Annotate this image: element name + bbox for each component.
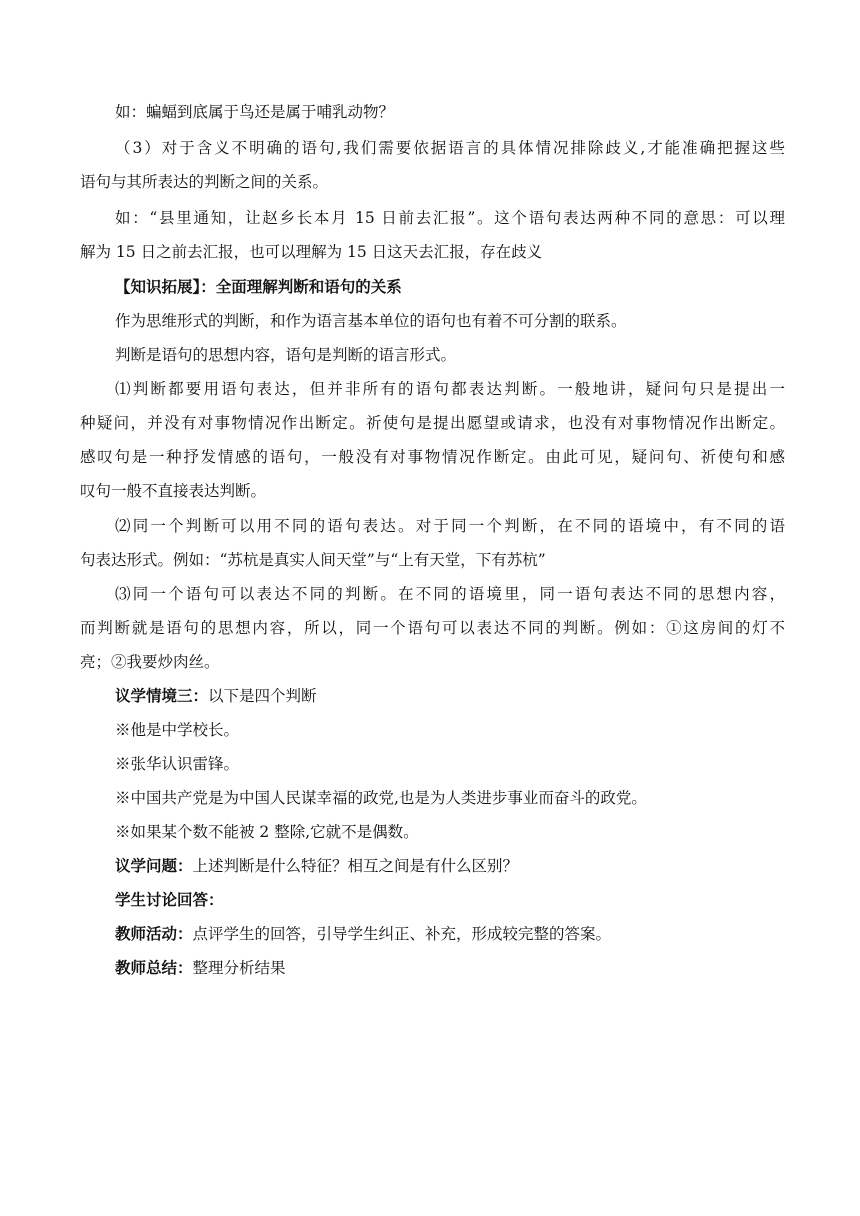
judgment-item: ※中国共产党是为中国人民谋幸福的政党,也是为人类进步事业而奋斗的政党。	[115, 789, 647, 807]
question-text: 上述判断是什么特征？相互之间是有什么区别？	[192, 857, 519, 875]
point3b-line3: 亮；②我要炒肉丝。	[80, 653, 220, 671]
point2-line1: ⑵同一个判断可以用不同的语句表达。对于同一个判断，在不同的语境中，有不同的语	[115, 517, 785, 535]
scene3-text: 以下是四个判断	[208, 687, 317, 705]
teacher-activity-text: 点评学生的回答，引导学生纠正、补充，形成较完整的答案。	[192, 925, 612, 943]
teacher-activity-line	[115, 924, 785, 944]
point1-line3: 感叹句是一种抒发情感的语句，一般没有对事物情况作断定。由此可见，疑问句、祈使句和感	[80, 448, 785, 466]
teacher-summary-line	[115, 958, 785, 978]
judgment-item: ※张华认识雷锋。	[115, 755, 240, 773]
intro-line2: 判断是语句的思想内容，语句是判断的语言形式。	[115, 346, 457, 364]
teacher-activity-label: 教师活动：	[115, 925, 193, 943]
intro-line1: 作为思维形式的判断，和作为语言基本单位的语句也有着不可分割的联系。	[115, 312, 627, 330]
judgment-item: ※他是中学校长。	[115, 721, 240, 739]
point1-line1: ⑴判断都要用语句表达，但并非所有的语句都表达判断。一般地讲，疑问句只是提出一	[115, 380, 785, 398]
point2-line2: 句表达形式。例如：“苏杭是真实人间天堂”与“上有天堂，下有苏杭”	[80, 551, 546, 569]
example-line2: 解为 15 日之前去汇报，也可以理解为 15 日这天去汇报，存在歧义	[80, 243, 543, 261]
scene3-label: 议学情境三：	[115, 687, 209, 705]
point1-line2: 种疑问，并没有对事物情况作出断定。祈使句是提出愿望或请求，也没有对事物情况作出断定。	[80, 414, 785, 432]
point3-line1: （3）对于含义不明确的语句,我们需要依据语言的具体情况排除歧义,才能准确把握这些	[115, 139, 785, 157]
student-discussion-label: 学生讨论回答：	[115, 891, 224, 909]
point1-line4: 叹句一般不直接表达判断。	[80, 482, 267, 500]
question-line	[115, 856, 785, 876]
example-line1: 如：“县里通知，让赵乡长本月 15 日前去汇报”。这个语句表达两种不同的意思：可以理	[115, 209, 785, 227]
teacher-summary-label: 教师总结：	[115, 959, 193, 977]
point3b-line2: 而判断就是语句的思想内容，所以，同一个语句可以表达不同的判断。例如：①这房间的灯不	[80, 619, 785, 637]
example-bat-question: 如：蝙蝠到底属于鸟还是属于哺乳动物？	[115, 103, 395, 121]
teacher-summary-text: 整理分析结果	[192, 959, 286, 977]
point3-line2: 语句与其所表达的判断之间的关系。	[80, 173, 329, 191]
scene3-line	[115, 686, 785, 706]
question-label: 议学问题：	[115, 857, 193, 875]
knowledge-expansion-heading: 【知识拓展】：全面理解判断和语句的关系	[115, 278, 402, 296]
point3b-line1: ⑶同一个语句可以表达不同的判断。在不同的语境里，同一语句表达不同的思想内容，	[115, 585, 785, 603]
judgment-item: ※如果某个数不能被 2 整除,它就不是偶数。	[115, 823, 419, 841]
